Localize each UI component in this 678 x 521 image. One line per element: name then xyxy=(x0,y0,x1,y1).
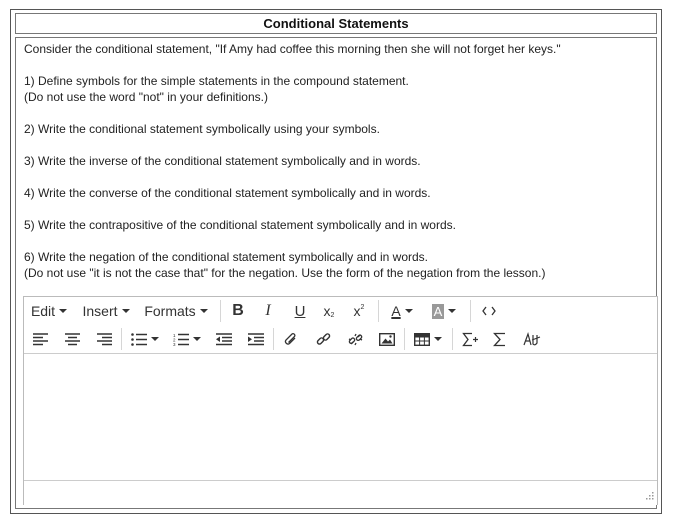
question-1: 1) Define symbols for the simple statements in the compound statement. xyxy=(24,74,409,88)
align-right-icon xyxy=(97,333,112,346)
question-title: Conditional Statements xyxy=(15,13,657,34)
image-icon xyxy=(379,333,395,346)
rich-text-editor xyxy=(23,296,658,505)
chevron-down-icon xyxy=(151,337,159,341)
insert-table-button[interactable] xyxy=(411,328,445,350)
align-center-button[interactable] xyxy=(61,328,83,350)
question-frame xyxy=(10,9,662,514)
insert-equation-button[interactable] xyxy=(459,328,481,350)
paperclip-icon xyxy=(284,332,298,347)
editor-toolbar xyxy=(24,297,657,354)
align-left-icon xyxy=(33,333,48,346)
italic-button[interactable]: I xyxy=(265,302,271,319)
sigma-plus-icon xyxy=(462,332,479,347)
insert-image-button[interactable] xyxy=(376,328,398,350)
editor-text-area[interactable] xyxy=(24,354,657,480)
question-2: 2) Write the conditional statement symbolically using your symbols. xyxy=(24,122,380,136)
editor-status-bar xyxy=(24,480,657,505)
toolbar-separator xyxy=(452,328,453,350)
outdent-button[interactable] xyxy=(213,328,235,350)
source-code-button[interactable] xyxy=(477,300,501,322)
toolbar-separator xyxy=(404,328,405,350)
svg-text:3: 3 xyxy=(173,341,176,346)
question-4: 4) Write the converse of the conditional statement symbolically and in words. xyxy=(24,186,431,200)
font-color-button[interactable] xyxy=(385,300,419,322)
question-1-note: (Do not use the word "not" in your definitions.) xyxy=(24,90,268,104)
toolbar-separator xyxy=(378,300,379,322)
unlink-button[interactable] xyxy=(344,328,366,350)
highlight-color-button[interactable] xyxy=(424,300,464,322)
superscript-button[interactable] xyxy=(348,300,370,322)
chevron-down-icon xyxy=(193,337,201,341)
question-3: 3) Write the inverse of the conditional statement symbolically and in words. xyxy=(24,154,421,168)
highlight-color-label: A xyxy=(433,303,443,319)
subscript-button[interactable] xyxy=(318,300,340,322)
font-color-label: A xyxy=(391,303,401,319)
align-center-icon xyxy=(65,333,80,346)
toolbar-separator xyxy=(273,328,274,350)
bullet-list-button[interactable] xyxy=(128,328,162,350)
chevron-down-icon xyxy=(59,309,67,313)
numbered-list-button[interactable] xyxy=(170,328,204,350)
indent-button[interactable] xyxy=(245,328,267,350)
question-5: 5) Write the contrapositive of the conditional statement symbolically and in words. xyxy=(24,218,456,232)
question-6: 6) Write the negation of the conditional statement symbolically and in words. xyxy=(24,250,428,264)
outdent-icon xyxy=(216,333,232,346)
chevron-down-icon xyxy=(122,309,130,313)
chevron-down-icon xyxy=(200,309,208,313)
numbered-list-icon xyxy=(173,333,189,346)
handwriting-button[interactable] xyxy=(521,328,543,350)
handwriting-icon xyxy=(523,332,541,347)
chevron-down-icon xyxy=(448,309,456,313)
math-editor-button[interactable] xyxy=(489,328,511,350)
superscript-small-icon: 2 xyxy=(360,303,365,311)
question-content xyxy=(15,37,657,509)
resize-handle-icon[interactable] xyxy=(644,492,654,502)
toolbar-separator xyxy=(121,328,122,350)
superscript-label: x xyxy=(353,303,361,319)
chevron-down-icon xyxy=(434,337,442,341)
indent-icon xyxy=(248,333,264,346)
chevron-down-icon xyxy=(405,309,413,313)
align-right-button[interactable] xyxy=(93,328,115,350)
insert-menu[interactable] xyxy=(80,300,132,322)
bold-button[interactable]: B xyxy=(232,302,244,319)
svg-text:1: 1 xyxy=(173,332,176,338)
question-6-note: (Do not use "it is not the case that" for the negation. Use the form of the negation from the lesson.) xyxy=(24,266,546,280)
insert-menu-label: Insert xyxy=(82,303,118,319)
edit-menu[interactable] xyxy=(28,300,70,322)
intro-statement: Consider the conditional statement, "If Amy had coffee this morning then she will not forget her keys." xyxy=(24,42,561,56)
toolbar-separator xyxy=(470,300,471,322)
svg-text:2: 2 xyxy=(173,337,176,342)
toolbar-separator xyxy=(220,300,221,322)
edit-menu-label: Edit xyxy=(30,303,56,319)
code-icon xyxy=(482,306,496,316)
unlink-icon xyxy=(348,332,363,347)
bullet-list-icon xyxy=(131,333,147,346)
table-icon xyxy=(414,333,430,346)
underline-button[interactable]: U xyxy=(294,302,306,320)
subscript-small-icon: 2 xyxy=(330,311,335,319)
sigma-icon xyxy=(493,332,507,347)
formats-menu-label: Formats xyxy=(144,303,196,319)
align-left-button[interactable] xyxy=(29,328,51,350)
formats-menu[interactable] xyxy=(142,300,210,322)
insert-link-button[interactable] xyxy=(312,328,334,350)
subscript-label: x xyxy=(323,303,331,319)
attach-file-button[interactable] xyxy=(280,328,302,350)
link-icon xyxy=(316,332,331,347)
